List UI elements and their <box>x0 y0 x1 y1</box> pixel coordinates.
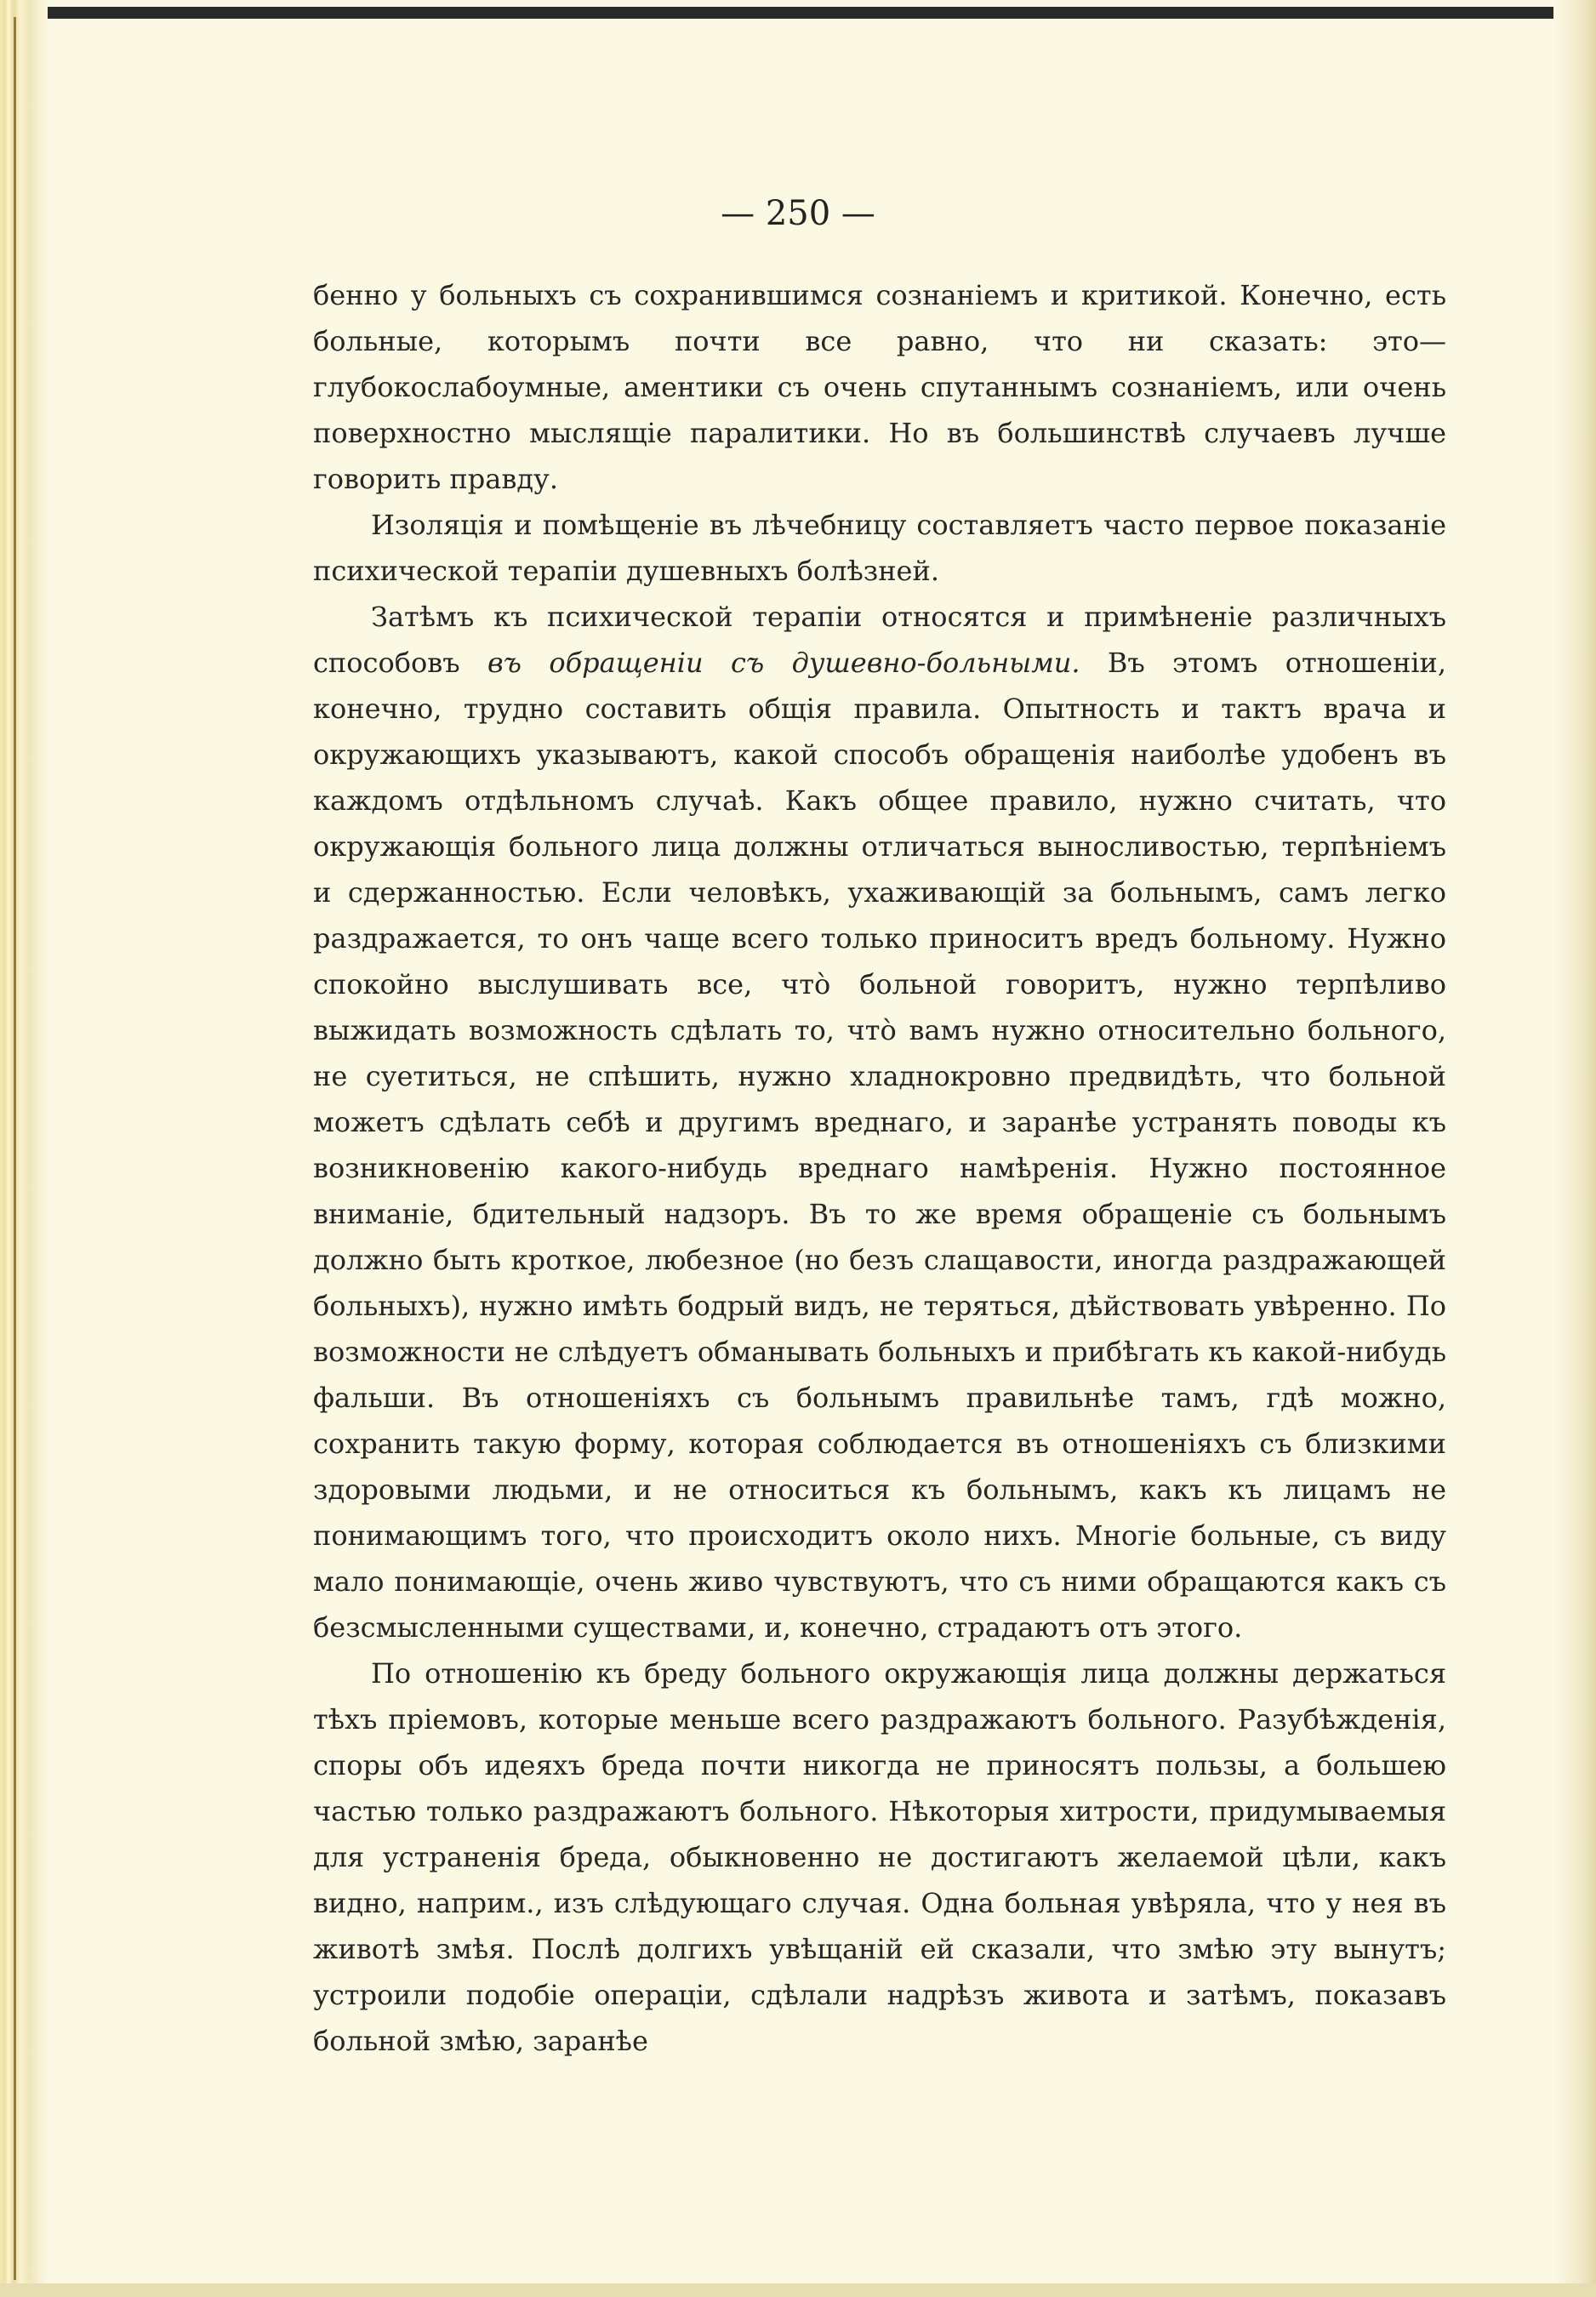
page-fold-line <box>14 17 16 2280</box>
paragraph-3-rest: Въ этомъ отношеніи, конечно, трудно составить общія правила. Опытность и тактъ врача и окружающихъ указываютъ, какой способъ обращенія наиболѣе удобенъ въ каждомъ отдѣльномъ случаѣ. Какъ общее правило, нужно считать, что окружающія больного лица должны отличаться выносливостью, терпѣніемъ и сдержанностью. Если человѣкъ, ухаживающій за больнымъ, самъ легко раздражается, то онъ чаще всего только приноситъ вредъ больному. Нужно спокойно выслушивать все, что̀ больной говоритъ, нужно терпѣливо выжидать возможность сдѣлать то, что̀ вамъ нужно относительно больного, не суетиться, не спѣшить, нужно хладнокровно предвидѣть, что больной можетъ сдѣлать себѣ и другимъ вреднаго, и заранѣе устранять поводы къ возникновенію какого-нибудь вреднаго намѣренія. Нужно постоянное вниманіе, бдительный надзоръ. Въ то же время обращеніе съ больнымъ должно быть кроткое, любезное (но безъ слащавости, иногда раздражающей больныхъ), нужно имѣть бодрый видъ, не теряться, дѣйствовать увѣренно. По возможности не слѣдуетъ обманывать больныхъ и прибѣгать къ какой-нибудь фальши. Въ отношеніяхъ съ больнымъ правильнѣе тамъ, гдѣ можно, сохранить такую форму, которая соблюдается въ отношеніяхъ съ близкими здоровыми людьми, и не относиться къ больнымъ, какъ къ лицамъ не понимающимъ того, что происходитъ около нихъ. Многіе больные, съ виду мало понимающіе, очень живо чувствуютъ, что съ ними обращаются какъ съ безсмысленными существами, и, конечно, страдаютъ отъ этого. <box>313 647 1447 1644</box>
paragraph-1: бенно у больныхъ съ сохранившимся сознаніемъ и критикой. Конечно, есть больные, которымъ почти все равно, что ни сказать: это—глубокослабоумные, аментики съ очень спутаннымъ сознаніемъ, или очень поверхностно мыслящіе паралитики. Но въ большинствѣ случаевъ лучше говорить правду. <box>313 279 1446 495</box>
body-text <box>313 272 1446 2064</box>
page-number: — 250 — <box>721 194 875 233</box>
scan-top-edge <box>17 7 1574 19</box>
paragraph-4: По отношенію къ бреду больного окружающія лица должны держаться тѣхъ пріемовъ, которые меньше всего раздражаютъ больного. Разубѣжденія, споры объ идеяхъ бреда почти никогда не приносятъ пользы, а большею частью только раздражаютъ больного. Нѣкоторыя хитрости, придумываемыя для устраненія бреда, обыкновенно не достигаютъ желаемой цѣли, какъ видно, наприм., изъ слѣдующаго случая. Одна больная увѣряла, что у нея въ животѣ змѣя. Послѣ долгихъ увѣщаній ей сказали, что змѣю эту вынутъ; устроили подобіе операціи, сдѣлали надрѣзъ живота и затѣмъ, показавъ больной змѣю, заранѣе <box>313 1657 1446 2057</box>
paragraph-3-italic: въ обращеніи съ душевно-больными. <box>487 647 1080 679</box>
paragraph-3 <box>313 594 1446 1650</box>
scan-bottom-edge <box>0 2283 1596 2297</box>
paragraph-3-lead: Затѣмъ къ психической терапіи относятся и примѣненіе различныхъ способовъ <box>313 601 1446 679</box>
scan-right-shadow <box>1553 0 1596 2297</box>
book-spine-edge <box>0 0 48 2297</box>
paragraph-2: Изоляція и помѣщеніе въ лѣчебницу составляетъ часто первое показаніе психической терапіи душевныхъ болѣзней. <box>313 509 1446 587</box>
